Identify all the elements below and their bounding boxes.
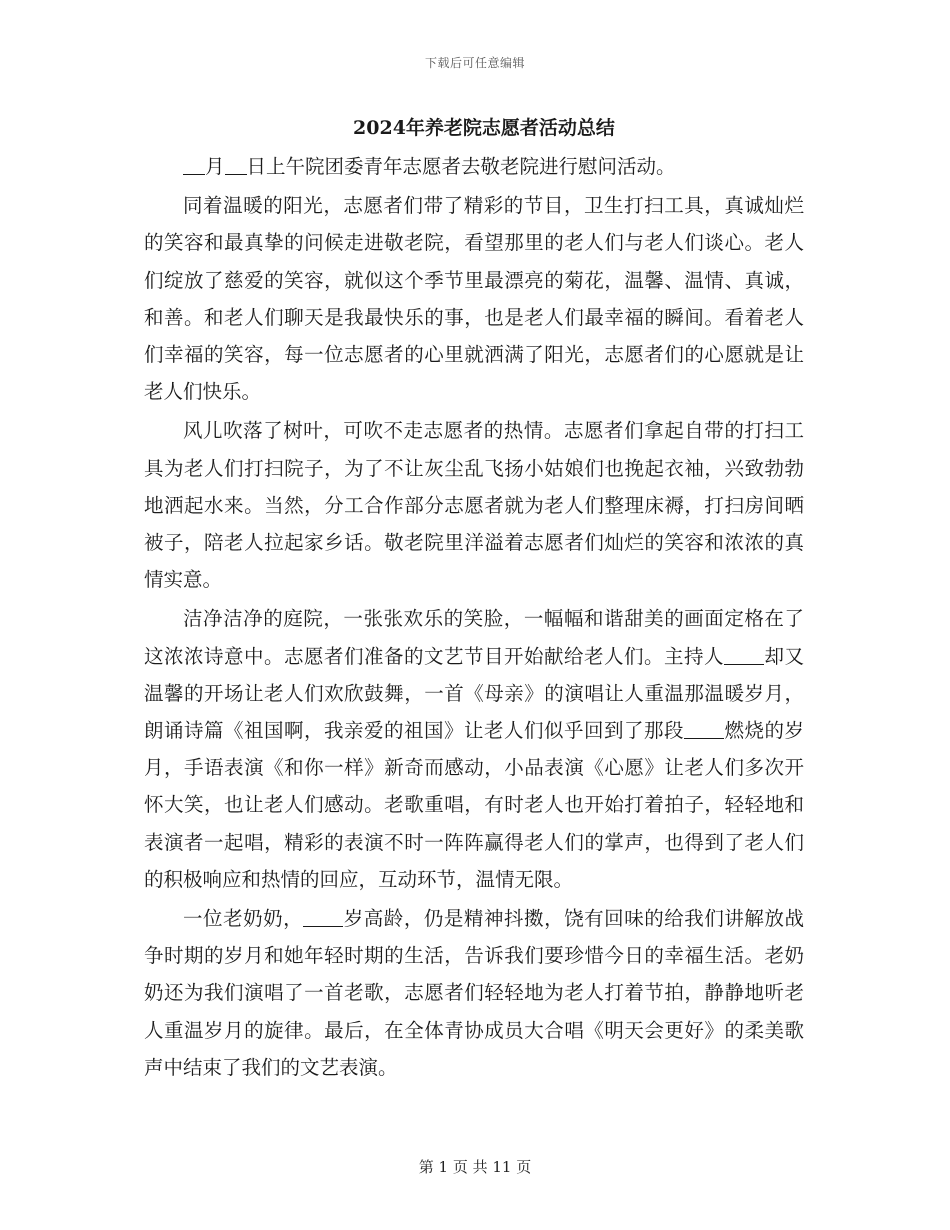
paragraph-3-text-3: 燃烧的岁月，手语表演《和你一样》新奇而感动，小品表演《心愿》让老人们多次开怀大笑，也让老人们感动。老歌重唱，有时老人也开始打着拍子，轻轻地和表演者一起唱，精彩的表演不时一阵阵赢得老人们的掌声，也得到了老人们的积极响应和热情的回应，互动环节，温情无限。 [144,719,804,891]
paragraph-3-text-2: 却又温馨的开场让老人们欢欣鼓舞，一首《母亲》的演唱让人重温那温暖岁月，朗诵诗篇《祖国啊，我亲爱的祖国》让老人们似乎回到了那段 [144,644,804,743]
paragraph-1: 同着温暖的阳光，志愿者们带了精彩的节目，卫生打扫工具，真诚灿烂的笑容和最真挚的问候走进敬老院，看望那里的老人们与老人们谈心。老人们绽放了慈爱的笑容，就似这个季节里最漂亮的菊花，温馨、温情、真诚，和善。和老人们聊天是我最快乐的事，也是老人们最幸福的瞬间。看着老人们幸福的笑容，每一位志愿者的心里就洒满了阳光，志愿者们的心愿就是让老人们快乐。 [144,194,804,404]
blank-day [225,155,247,176]
paragraph-4-text-1: 一位老奶奶， [183,907,304,931]
paragraph-4-text-2: 岁高龄，仍是精神抖擞，饶有回味的给我们讲解放战争时期的岁月和她年轻时期的生活，告诉我们要珍惜今日的幸福生活。老奶奶还为我们演唱了一首老歌，志愿者们轻轻地为老人打着节拍，静静地听老人重温岁月的旋律。最后，在全体青协成员大合唱《明天会更好》的柔美歌声中结束了我们的文艺表演。 [144,907,804,1079]
paragraph-4 [144,900,804,1086]
paragraph-2: 风儿吹落了树叶，可吹不走志愿者的热情。志愿者们拿起自带的打扫工具为老人们打扫院子，为了不让灰尘乱飞扬小姑娘们也挽起衣袖，兴致勃勃地洒起水来。当然，分工合作部分志愿者就为老人们整理床褥，打扫房间晒被子，陪老人拉起家乡话。敬老院里洋溢着志愿者们灿烂的笑容和浓浓的真情实意。 [144,419,804,592]
blank-host-adjective [724,644,764,665]
page-number: 第 1 页 共 11 页 [418,1158,532,1176]
document-title: 2024年养老院志愿者活动总结 [353,117,615,139]
blank-month [183,155,205,176]
document-body [144,112,804,1088]
blank-age [303,907,343,928]
blank-era-adjective [684,719,724,740]
intro-text-1: 月 [205,155,225,178]
paragraph-3 [144,600,804,898]
paragraph-3-text-1: 洁净洁净的庭院，一张张欢乐的笑脸，一幅幅和谐甜美的画面定格在了这浓浓诗意中。志愿者们准备的文艺节目开始献给老人们。主持人 [144,607,804,668]
page-header-note: 下载后可任意编辑 [424,56,525,70]
intro-paragraph [144,148,804,185]
intro-text-2: 日上午院团委青年志愿者去敬老院进行慰问活动。 [246,155,676,178]
